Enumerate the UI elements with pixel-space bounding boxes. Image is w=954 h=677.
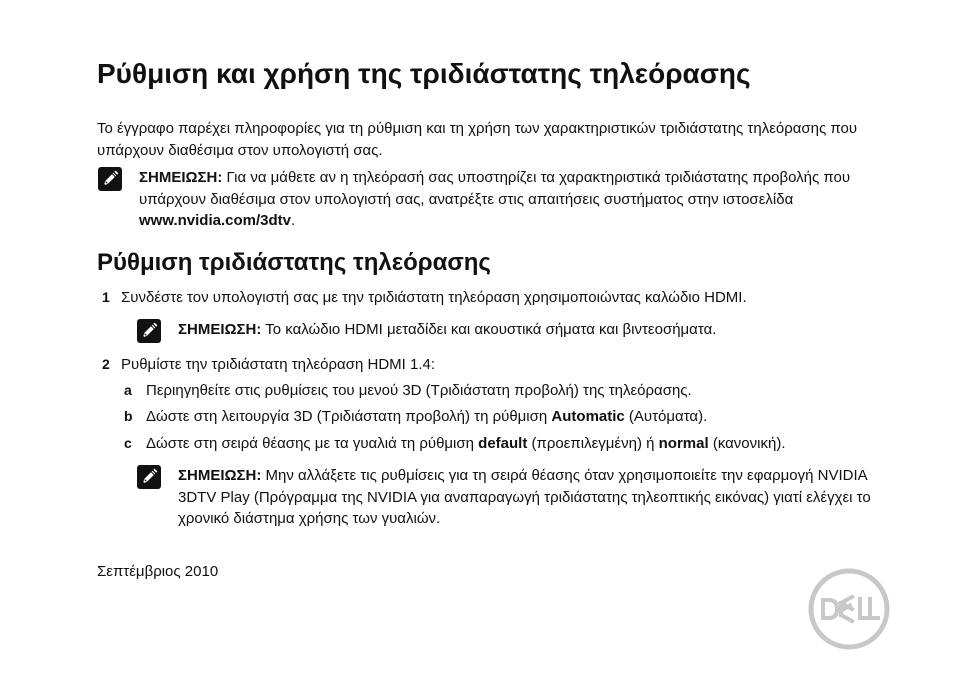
note-system-requirements (139, 167, 899, 232)
substep-letter: a (124, 382, 132, 398)
dell-logo (808, 568, 890, 650)
step-number: 1 (102, 289, 110, 305)
note-end: . (290, 212, 296, 229)
note-text: Μην αλλάξετε τις ρυθμίσεις για τη σειρά θέασης όταν χρησιμοποιείτε την εφαρμογή NVIDIA 3DTV Play (Πρόγραμμα της NVIDIA για αναπαραγωγή τριδιάστατης τηλεοπτικής εικόνας) γιατί ελέγχει το χρονικό διάστημα χρήσης των γυαλιών. (178, 467, 871, 527)
step-text: Ρυθμίστε την τριδιάστατη τηλεόραση HDMI 1.4: (121, 356, 436, 373)
note-viewing-order (178, 465, 898, 530)
pencil-note-icon (137, 465, 161, 489)
substep-text-pre: Δώστε στη σειρά θέασης με τα γυαλιά τη ρύθμιση (146, 435, 479, 452)
step-text: Συνδέστε τον υπολογιστή σας με την τριδιάστατη τηλεόραση χρησιμοποιώντας καλώδιο HDMI. (121, 289, 747, 306)
substep-text: Περιηγηθείτε στις ρυθμίσεις του μενού 3D (Τριδιάστατη προβολή) της τηλεόρασης. (146, 382, 692, 399)
substep-text-post: (Αυτόματα). (624, 408, 708, 425)
section-title: Ρύθμιση τριδιάστατης τηλεόρασης (97, 249, 491, 276)
setting-default: default (478, 435, 528, 452)
step-number: 2 (102, 356, 110, 372)
substep-a (124, 380, 692, 401)
substep-b (124, 406, 708, 427)
note-label: ΣΗΜΕΙΩΣΗ: (139, 169, 223, 186)
note-label: ΣΗΜΕΙΩΣΗ: (178, 467, 262, 484)
nvidia-link[interactable]: www.nvidia.com/3dtv (139, 212, 291, 229)
note-label: ΣΗΜΕΙΩΣΗ: (178, 321, 262, 338)
substep-letter: c (124, 435, 132, 451)
substep-letter: b (124, 408, 133, 424)
publication-date: Σεπτέμβριος 2010 (97, 563, 219, 580)
substep-c (124, 433, 786, 454)
pencil-note-icon (98, 167, 122, 191)
setting-normal: normal (658, 435, 709, 452)
substep-text-pre: Δώστε στη λειτουργία 3D (Τριδιάστατη προβολή) τη ρύθμιση (146, 408, 552, 425)
note-hdmi-cable (178, 319, 898, 341)
page-title: Ρύθμιση και χρήση της τριδιάστατης τηλεόρασης (97, 58, 751, 89)
substep-text-post: (κανονική). (708, 435, 786, 452)
pencil-note-icon (137, 319, 161, 343)
step-2 (102, 354, 436, 375)
substep-text-mid: (προεπιλεγμένη) ή (527, 435, 659, 452)
note-text: Για να μάθετε αν η τηλεόρασή σας υποστηρίζει τα χαρακτηριστικά τριδιάστατης προβολής που υπάρχουν διαθέσιμα στον υπολογιστή σας, ανατρέξτε στις απαιτήσεις συστήματος στην ιστοσελίδα (139, 169, 851, 208)
setting-automatic: Automatic (551, 408, 625, 425)
step-1 (102, 287, 747, 308)
intro-paragraph: Το έγγραφο παρέχει πληροφορίες για τη ρύθμιση και τη χρήση των χαρακτηριστικών τριδιάστατης τηλεόρασης που υπάρχουν διαθέσιμα στον υπολογιστή σας. (97, 120, 858, 159)
note-text: Το καλώδιο HDMI μεταδίδει και ακουστικά σήματα και βιντεοσήματα. (261, 321, 717, 338)
